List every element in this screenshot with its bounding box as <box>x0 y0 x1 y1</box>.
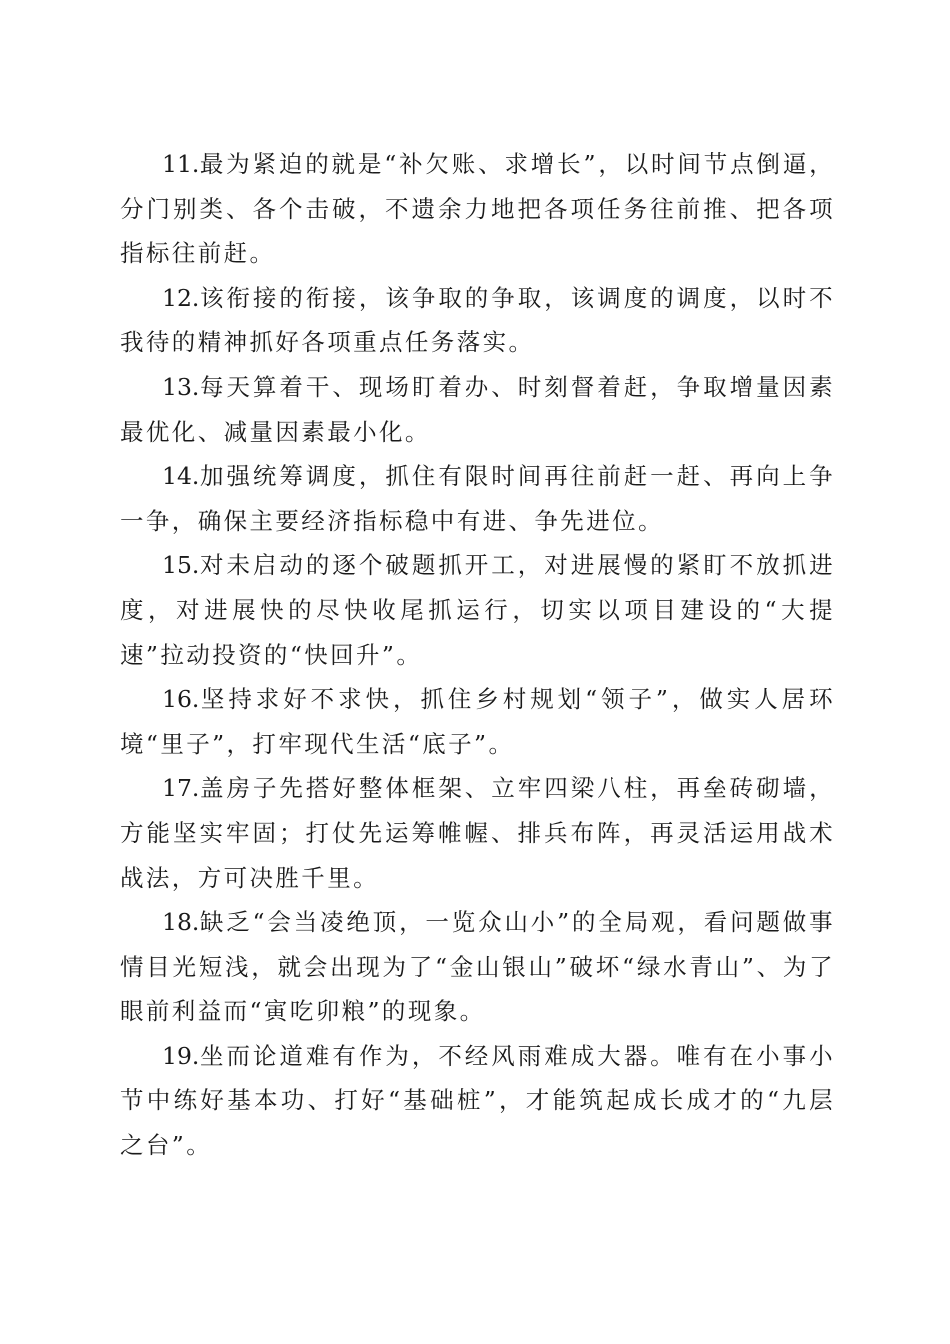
paragraph-number: 19. <box>162 1041 200 1070</box>
paragraph-16 <box>120 677 835 766</box>
paragraph-text: 最为紧迫的就是“补欠账、求增长”，以时间节点倒逼，分门别类、各个击破，不遗余力地把各项任务往前推、把各项指标往前赶。 <box>120 150 835 268</box>
paragraph-17 <box>120 766 835 900</box>
paragraph-text: 盖房子先搭好整体框架、立牢四梁八柱，再垒砖砌墙，方能坚实牢固；打仗先运筹帷幄、排兵布阵，再灵活运用战术战法，方可决胜千里。 <box>120 774 835 892</box>
document-body <box>120 142 835 1168</box>
paragraph-text: 加强统筹调度，抓住有限时间再往前赶一赶、再向上争一争，确保主要经济指标稳中有进、争先进位。 <box>120 462 835 535</box>
paragraph-text: 坚持求好不求快，抓住乡村规划“领子”，做实人居环境“里子”，打牢现代生活“底子”。 <box>120 685 835 758</box>
paragraph-text: 该衔接的衔接，该争取的争取，该调度的调度，以时不我待的精神抓好各项重点任务落实。 <box>120 283 835 357</box>
paragraph-12 <box>120 276 835 365</box>
paragraph-number: 12. <box>162 283 200 312</box>
paragraph-text: 缺乏“会当凌绝顶，一览众山小”的全局观，看问题做事情目光短浅，就会出现为了“金山银山”破坏“绿水青山”、为了眼前利益而“寅吃卯粮”的现象。 <box>120 908 835 1026</box>
paragraph-number: 11. <box>162 150 200 178</box>
paragraph-18 <box>120 900 835 1034</box>
paragraph-11 <box>120 142 835 276</box>
paragraph-number: 15. <box>162 551 200 580</box>
paragraph-text: 每天算着干、现场盯着办、时刻督着赶，争取增量因素最优化、减量因素最小化。 <box>120 372 835 446</box>
paragraph-text: 对未启动的逐个破题抓开工，对进展慢的紧盯不放抓进度，对进展快的尽快收尾抓运行，切实以项目建设的“大提速”拉动投资的“快回升”。 <box>120 551 835 669</box>
paragraph-number: 14. <box>162 462 200 491</box>
paragraph-15 <box>120 543 835 677</box>
paragraph-number: 16. <box>162 685 200 714</box>
paragraph-19 <box>120 1034 835 1168</box>
paragraph-14 <box>120 454 835 543</box>
paragraph-text: 坐而论道难有作为，不经风雨难成大器。唯有在小事小节中练好基本功、打好“基础桩”，才能筑起成长成才的“九层之台”。 <box>120 1041 835 1160</box>
paragraph-number: 18. <box>162 908 200 937</box>
paragraph-13 <box>120 365 835 454</box>
paragraph-number: 17. <box>162 774 200 803</box>
paragraph-number: 13. <box>162 372 200 401</box>
